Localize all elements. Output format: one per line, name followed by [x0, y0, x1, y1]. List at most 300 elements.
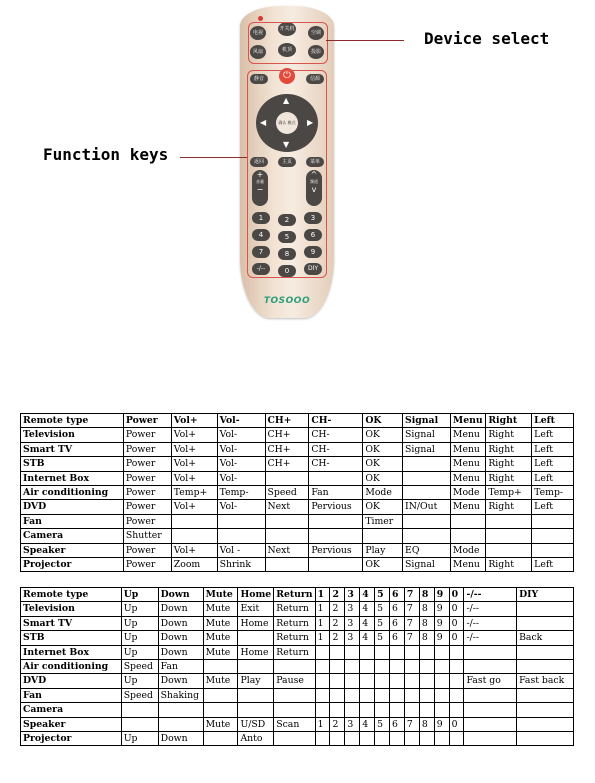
- key-cell: Home: [238, 645, 274, 659]
- key-cell: Mode: [363, 486, 403, 500]
- channel-up: ^: [310, 170, 318, 179]
- key-cell: -/--: [464, 602, 517, 616]
- function-keys-leader: [180, 157, 247, 158]
- table-header-row: [21, 588, 574, 602]
- key-cell: [315, 645, 330, 659]
- key-cell: Power: [123, 457, 171, 471]
- key-cell: IN/Out: [403, 500, 451, 514]
- key-cell: Up: [121, 602, 158, 616]
- key-cell: 2: [330, 602, 345, 616]
- key-cell: 0: [449, 631, 464, 645]
- key-cell: [517, 732, 574, 746]
- key-cell: Vol-: [217, 457, 265, 471]
- key-cell: [434, 732, 449, 746]
- table-row: [21, 660, 574, 674]
- key-cell: 6: [390, 717, 405, 731]
- key-mapping-table-1: [20, 413, 574, 572]
- key-cell: 1: [315, 631, 330, 645]
- key-cell: Left: [532, 500, 574, 514]
- key-cell: [390, 732, 405, 746]
- key-cell: Menu: [450, 442, 485, 456]
- arrow-down-icon: ▼: [283, 140, 290, 149]
- remote-type-cell: DVD: [21, 674, 122, 688]
- key-cell: [330, 674, 345, 688]
- key-cell: 4: [360, 717, 375, 731]
- key-cell: Shutter: [123, 529, 171, 543]
- remote-type-cell: Smart TV: [21, 616, 122, 630]
- key-cell: Power: [123, 428, 171, 442]
- key-cell: 9: [434, 631, 449, 645]
- key-cell: [217, 514, 265, 528]
- key-cell: [404, 732, 419, 746]
- number-key-6: 6: [304, 229, 322, 241]
- key-cell: [360, 674, 375, 688]
- key-cell: 6: [390, 588, 405, 602]
- key-cell: Left: [532, 457, 574, 471]
- key-cell: Next: [265, 500, 309, 514]
- key-cell: [419, 688, 434, 702]
- key-cell: Signal: [403, 442, 451, 456]
- number-key-8: 8: [278, 248, 296, 260]
- key-cell: Right: [486, 414, 532, 428]
- key-cell: [265, 558, 309, 572]
- key-cell: [450, 529, 485, 543]
- device-button-stb: 机顶: [278, 43, 296, 57]
- source-key: 信源: [306, 74, 324, 84]
- key-mapping-table-2: [20, 587, 574, 746]
- table-row: [21, 442, 574, 456]
- key-cell: [449, 732, 464, 746]
- key-cell: Vol-: [217, 471, 265, 485]
- key-cell: U/SD: [238, 717, 274, 731]
- key-cell: Mute: [203, 674, 238, 688]
- key-cell: [434, 660, 449, 674]
- key-cell: [390, 688, 405, 702]
- key-cell: [330, 688, 345, 702]
- key-cell: [517, 602, 574, 616]
- number-key-0: 0: [278, 265, 296, 277]
- key-cell: Menu: [450, 558, 485, 572]
- key-cell: Down: [158, 631, 203, 645]
- table-row: [21, 486, 574, 500]
- key-cell: Pause: [274, 674, 315, 688]
- key-cell: [390, 674, 405, 688]
- key-cell: Up: [121, 732, 158, 746]
- number-key-4: 4: [252, 229, 270, 241]
- key-cell: 9: [434, 602, 449, 616]
- device-button-projector: 投影: [308, 45, 324, 59]
- key-cell: 7: [404, 616, 419, 630]
- key-cell: [403, 529, 451, 543]
- key-cell: [274, 688, 315, 702]
- key-cell: [238, 688, 274, 702]
- channel-label: 频道: [310, 179, 318, 184]
- remote-type-cell: Smart TV: [21, 442, 124, 456]
- key-cell: [419, 645, 434, 659]
- function-keys-highlight: [247, 70, 327, 278]
- key-cell: [309, 529, 363, 543]
- key-cell: [517, 703, 574, 717]
- key-cell: 4: [360, 631, 375, 645]
- key-cell: 3: [345, 717, 360, 731]
- remote-type-cell: Fan: [21, 688, 122, 702]
- key-cell: [265, 471, 309, 485]
- key-cell: [330, 645, 345, 659]
- key-cell: Vol+: [171, 543, 217, 557]
- device-select-label: Device select: [424, 29, 550, 48]
- key-cell: 0: [449, 602, 464, 616]
- device-select-leader: [326, 40, 404, 41]
- key-cell: Power: [123, 414, 171, 428]
- key-cell: Mute: [203, 602, 238, 616]
- key-cell: [517, 616, 574, 630]
- key-cell: [315, 688, 330, 702]
- key-cell: 4: [360, 616, 375, 630]
- key-cell: Mute: [203, 588, 238, 602]
- key-cell: Power: [123, 442, 171, 456]
- number-key-9: 9: [304, 246, 322, 258]
- key-cell: Scan: [274, 717, 315, 731]
- key-cell: Fan: [158, 660, 203, 674]
- key-cell: Vol-: [217, 428, 265, 442]
- key-cell: 7: [404, 602, 419, 616]
- key-cell: -/--: [464, 631, 517, 645]
- key-cell: Return: [274, 631, 315, 645]
- device-button-tv: 电视: [250, 26, 266, 40]
- key-cell: [404, 703, 419, 717]
- key-cell: 5: [375, 631, 390, 645]
- key-cell: Mute: [203, 616, 238, 630]
- key-cell: Back: [517, 631, 574, 645]
- number-key-5: 5: [278, 231, 296, 243]
- key-cell: 1: [315, 717, 330, 731]
- key-cell: Power: [123, 558, 171, 572]
- volume-label: 音量: [256, 179, 264, 184]
- key-cell: [203, 688, 238, 702]
- key-cell: 5: [375, 616, 390, 630]
- arrow-left-icon: ◀: [260, 118, 267, 127]
- key-cell: [158, 717, 203, 731]
- return-key: 返回: [250, 157, 268, 167]
- key-cell: 8: [419, 616, 434, 630]
- power-icon: ⏻: [279, 68, 295, 84]
- number-key-diy: DIY: [304, 263, 322, 275]
- number-key-1: 1: [252, 212, 270, 224]
- key-cell: Mode: [450, 486, 485, 500]
- key-cell: Left: [532, 414, 574, 428]
- key-cell: CH-: [309, 414, 363, 428]
- key-cell: Up: [121, 616, 158, 630]
- key-cell: Return: [274, 602, 315, 616]
- key-cell: Up: [121, 674, 158, 688]
- key-cell: OK: [363, 428, 403, 442]
- channel-down: v: [311, 185, 317, 194]
- dpad-ok-key: 确认 模式: [276, 112, 298, 134]
- remote-type-cell: Projector: [21, 732, 122, 746]
- key-cell: [375, 732, 390, 746]
- key-cell: 2: [330, 717, 345, 731]
- key-cell: [434, 688, 449, 702]
- key-cell: [345, 674, 360, 688]
- key-cell: Menu: [450, 414, 485, 428]
- key-cell: [203, 703, 238, 717]
- key-cell: Temp-: [217, 486, 265, 500]
- table-row: [21, 514, 574, 528]
- key-cell: Vol -: [217, 543, 265, 557]
- key-cell: 0: [449, 616, 464, 630]
- key-cell: [158, 703, 203, 717]
- key-cell: CH-: [309, 442, 363, 456]
- key-cell: Right: [486, 471, 532, 485]
- key-cell: Signal: [403, 558, 451, 572]
- key-cell: Anto: [238, 732, 274, 746]
- key-cell: Signal: [403, 428, 451, 442]
- key-cell: [419, 660, 434, 674]
- key-cell: Vol+: [171, 471, 217, 485]
- key-cell: Left: [532, 442, 574, 456]
- key-cell: Menu: [450, 428, 485, 442]
- key-cell: 6: [390, 602, 405, 616]
- table-row: [21, 732, 574, 746]
- key-cell: 1: [315, 602, 330, 616]
- key-cell: 9: [434, 588, 449, 602]
- key-cell: [217, 529, 265, 543]
- remote-type-cell: Remote type: [21, 588, 122, 602]
- key-cell: [449, 688, 464, 702]
- key-cell: [464, 645, 517, 659]
- arrow-up-icon: ▲: [283, 96, 290, 105]
- key-cell: [404, 645, 419, 659]
- key-cell: Power: [123, 543, 171, 557]
- key-cell: [360, 645, 375, 659]
- table-row: [21, 558, 574, 572]
- key-cell: Mode: [450, 543, 485, 557]
- key-cell: Power: [123, 471, 171, 485]
- key-cell: Play: [238, 674, 274, 688]
- table-row: [21, 631, 574, 645]
- key-cell: [330, 732, 345, 746]
- key-cell: [360, 660, 375, 674]
- key-cell: [238, 660, 274, 674]
- key-cell: CH+: [265, 414, 309, 428]
- device-button-fan: 风扇: [250, 45, 266, 59]
- key-cell: 5: [375, 588, 390, 602]
- key-cell: Vol+: [171, 457, 217, 471]
- key-cell: 1: [315, 588, 330, 602]
- key-cell: [309, 514, 363, 528]
- key-cell: [121, 703, 158, 717]
- key-cell: Left: [532, 471, 574, 485]
- key-cell: Right: [486, 558, 532, 572]
- key-cell: [171, 514, 217, 528]
- key-cell: [330, 660, 345, 674]
- key-cell: [360, 732, 375, 746]
- remote-type-cell: Air conditioning: [21, 486, 124, 500]
- key-cell: [309, 471, 363, 485]
- table-row: [21, 674, 574, 688]
- remote-type-cell: Internet Box: [21, 645, 122, 659]
- key-cell: [486, 514, 532, 528]
- remote-type-cell: Air conditioning: [21, 660, 122, 674]
- key-cell: [403, 486, 451, 500]
- table-row: [21, 602, 574, 616]
- key-cell: 8: [419, 588, 434, 602]
- key-cell: Down: [158, 674, 203, 688]
- key-cell: [345, 732, 360, 746]
- table-row: [21, 500, 574, 514]
- key-cell: 8: [419, 602, 434, 616]
- key-cell: [274, 703, 315, 717]
- key-cell: [375, 688, 390, 702]
- remote-type-cell: Camera: [21, 529, 124, 543]
- key-cell: [532, 543, 574, 557]
- key-cell: 7: [404, 717, 419, 731]
- key-cell: Left: [532, 558, 574, 572]
- key-cell: Mute: [203, 631, 238, 645]
- key-cell: [517, 660, 574, 674]
- key-cell: [390, 645, 405, 659]
- key-cell: 5: [375, 717, 390, 731]
- key-cell: Right: [486, 428, 532, 442]
- volume-plus: +: [256, 170, 264, 179]
- key-cell: 9: [434, 616, 449, 630]
- key-cell: Next: [265, 543, 309, 557]
- key-cell: 3: [345, 602, 360, 616]
- remote-type-cell: Camera: [21, 703, 122, 717]
- key-cell: [404, 688, 419, 702]
- key-cell: 9: [434, 717, 449, 731]
- table-header-row: [21, 414, 574, 428]
- key-cell: [390, 660, 405, 674]
- key-cell: Down: [158, 616, 203, 630]
- key-cell: CH+: [265, 442, 309, 456]
- key-cell: Left: [532, 428, 574, 442]
- key-cell: CH+: [265, 428, 309, 442]
- key-cell: [517, 717, 574, 731]
- key-cell: 2: [330, 588, 345, 602]
- key-cell: 0: [449, 588, 464, 602]
- number-key-3: 3: [304, 212, 322, 224]
- key-cell: CH+: [265, 457, 309, 471]
- table-row: [21, 457, 574, 471]
- key-cell: [434, 703, 449, 717]
- key-cell: Temp+: [486, 486, 532, 500]
- key-cell: Temp-: [532, 486, 574, 500]
- key-cell: Power: [123, 500, 171, 514]
- key-cell: Up: [121, 645, 158, 659]
- key-cell: [403, 514, 451, 528]
- key-cell: CH-: [309, 457, 363, 471]
- key-cell: [464, 717, 517, 731]
- remote-type-cell: Television: [21, 602, 122, 616]
- key-cell: [309, 558, 363, 572]
- key-cell: [265, 514, 309, 528]
- key-cell: Speed: [121, 660, 158, 674]
- key-cell: EQ: [403, 543, 451, 557]
- key-cell: Mute: [203, 717, 238, 731]
- key-cell: [171, 529, 217, 543]
- key-cell: [360, 688, 375, 702]
- key-cell: Down: [158, 602, 203, 616]
- device-button-onoff: 开关机: [278, 22, 296, 36]
- key-cell: [449, 645, 464, 659]
- key-cell: Mute: [203, 645, 238, 659]
- key-cell: [345, 660, 360, 674]
- key-cell: Home: [238, 616, 274, 630]
- key-cell: 7: [404, 631, 419, 645]
- key-cell: Vol-: [217, 414, 265, 428]
- key-cell: Exit: [238, 602, 274, 616]
- key-cell: OK: [363, 442, 403, 456]
- key-cell: Fast back: [517, 674, 574, 688]
- key-cell: 0: [449, 717, 464, 731]
- mute-key: 静音: [250, 74, 268, 84]
- key-cell: 8: [419, 717, 434, 731]
- key-cell: Down: [158, 588, 203, 602]
- key-cell: [121, 717, 158, 731]
- key-cell: Power: [123, 514, 171, 528]
- device-button-ac: 空调: [308, 26, 324, 40]
- key-cell: Temp+: [171, 486, 217, 500]
- remote-type-cell: Television: [21, 428, 124, 442]
- brand-logo: TOSOOO: [263, 296, 311, 306]
- key-cell: [434, 674, 449, 688]
- key-cell: Up: [121, 588, 158, 602]
- table-row: [21, 645, 574, 659]
- key-cell: [434, 645, 449, 659]
- key-cell: Power: [123, 486, 171, 500]
- key-cell: Down: [158, 732, 203, 746]
- key-cell: [517, 645, 574, 659]
- key-cell: [238, 703, 274, 717]
- key-cell: [315, 732, 330, 746]
- key-cell: 4: [360, 602, 375, 616]
- key-cell: 6: [390, 631, 405, 645]
- key-cell: 4: [360, 588, 375, 602]
- key-cell: Speed: [121, 688, 158, 702]
- key-cell: [274, 732, 315, 746]
- key-cell: Signal: [403, 414, 451, 428]
- key-cell: Return: [274, 616, 315, 630]
- table-row: [21, 703, 574, 717]
- remote-type-cell: Internet Box: [21, 471, 124, 485]
- key-cell: Speed: [265, 486, 309, 500]
- key-cell: Vol-: [217, 500, 265, 514]
- key-cell: [419, 674, 434, 688]
- key-cell: [203, 732, 238, 746]
- remote-type-cell: STB: [21, 631, 122, 645]
- table-row: [21, 471, 574, 485]
- key-cell: [330, 703, 345, 717]
- key-cell: 6: [390, 616, 405, 630]
- table-row: [21, 529, 574, 543]
- key-cell: 7: [404, 588, 419, 602]
- key-cell: Up: [121, 631, 158, 645]
- key-cell: Down: [158, 645, 203, 659]
- key-cell: [315, 703, 330, 717]
- key-cell: [345, 688, 360, 702]
- remote-type-cell: DVD: [21, 500, 124, 514]
- key-cell: Right: [486, 442, 532, 456]
- key-cell: Shrink: [217, 558, 265, 572]
- remote-type-cell: Projector: [21, 558, 124, 572]
- key-cell: [449, 703, 464, 717]
- key-cell: [375, 674, 390, 688]
- key-cell: Play: [363, 543, 403, 557]
- key-cell: [403, 457, 451, 471]
- key-cell: Return: [274, 588, 315, 602]
- table-row: [21, 543, 574, 557]
